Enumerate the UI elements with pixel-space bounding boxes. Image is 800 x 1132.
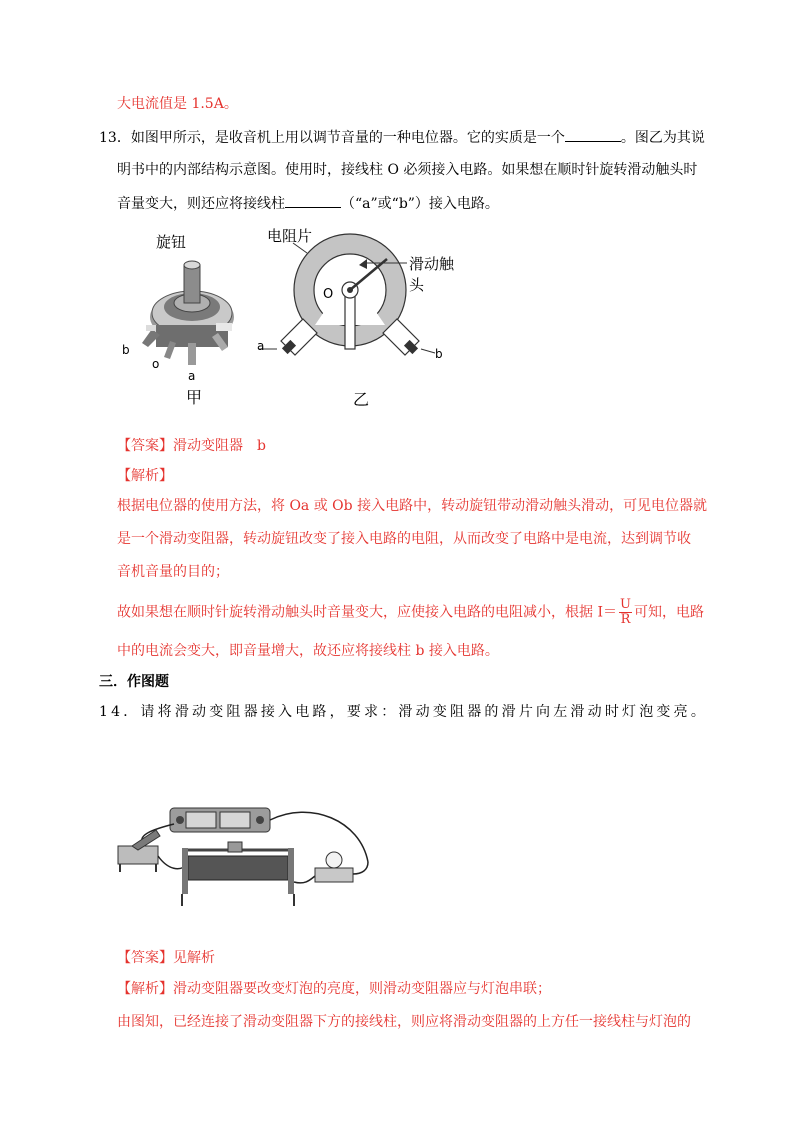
figure-yi-caption: 乙 bbox=[353, 390, 370, 409]
q13-analysis-p1-l2: 是一个滑动变阻器，转动旋钮改变了接入电路的电阻，从而改变了电路中是电流，达到调节收 bbox=[117, 531, 691, 547]
q13-line3 bbox=[117, 193, 499, 214]
q13-blank-2 bbox=[285, 193, 341, 208]
figure-jia bbox=[112, 225, 252, 415]
q13-answer-tag: 【答案】 bbox=[117, 438, 173, 454]
ohms-law-fraction bbox=[619, 598, 632, 627]
slider-label: 滑动触头 bbox=[409, 255, 455, 294]
q14-analysis-l1 bbox=[117, 979, 551, 999]
q14-number: 14． bbox=[99, 704, 141, 720]
figure-jia-caption: 甲 bbox=[186, 388, 203, 407]
terminal-b-label-yi: b bbox=[435, 347, 443, 361]
q13-line1-b: 。图乙为其说 bbox=[620, 130, 705, 146]
center-o-label: O bbox=[323, 287, 334, 302]
q14-text: 请将滑动变阻器接入电路，要求：滑动变阻器的滑片向左滑动时灯泡变亮。 bbox=[140, 704, 709, 720]
q14-analysis-tag: 【解析】 bbox=[117, 981, 173, 997]
terminal-o-label-jia: o bbox=[152, 357, 160, 371]
q14-answer bbox=[117, 948, 215, 968]
q13-line2: 明书中的内部结构示意图。使用时，接线柱 O 必须接入电路。如果想在顺时针旋转滑动触头时 bbox=[117, 162, 698, 178]
terminal-a-label-jia: a bbox=[188, 369, 196, 383]
resistor-label: 电阻片 bbox=[267, 227, 313, 245]
continuation-text: 大电流值是 1.5A。 bbox=[117, 96, 238, 112]
q13-line3-a: 音量变大，则还应将接线柱 bbox=[117, 196, 285, 212]
terminal-b-label-jia: b bbox=[122, 343, 130, 357]
potentiometer-photo bbox=[112, 225, 252, 415]
q13-analysis-tag: 【解析】 bbox=[117, 468, 173, 484]
fraction-numerator: U bbox=[619, 597, 631, 612]
q14-answer-text: 见解析 bbox=[173, 950, 215, 966]
knob-label: 旋钮 bbox=[156, 233, 187, 251]
fraction-denominator: R bbox=[620, 612, 631, 627]
terminal-a-label-yi: a bbox=[257, 339, 265, 353]
q13-analysis-p2-b: 可知，电路 bbox=[633, 604, 704, 621]
q14-analysis-l2: 由图知，已经连接了滑动变阻器下方的接线柱，则应将滑动变阻器的上方任一接线柱与灯泡的 bbox=[117, 1014, 691, 1030]
q14-analysis-l1-text: 滑动变阻器要改变灯泡的亮度，则滑动变阻器应与灯泡串联； bbox=[173, 981, 551, 997]
q13-analysis-p2-l2: 中的电流会变大，即音量增大，故还应将接线柱 b 接入电路。 bbox=[117, 643, 499, 659]
q13-line1 bbox=[99, 127, 705, 148]
q14-line bbox=[99, 702, 708, 722]
q13-analysis-p2-a: 故如果想在顺时针旋转滑动触头时音量变大，应使接入电路的电阻减小，根据 I＝ bbox=[117, 604, 617, 621]
q13-number: 13． bbox=[99, 130, 131, 146]
q14-answer-tag: 【答案】 bbox=[117, 950, 173, 966]
q13-analysis-p2-l1 bbox=[117, 598, 704, 627]
q13-answer-text: 滑动变阻器 b bbox=[173, 438, 266, 454]
section-heading: 三．作图题 bbox=[99, 674, 169, 690]
q13-answer bbox=[117, 436, 266, 456]
circuit-illustration bbox=[110, 790, 380, 910]
circuit-photo bbox=[110, 790, 380, 910]
q13-analysis-p1-l1: 根据电位器的使用方法，将 Oa 或 Ob 接入电路中，转动旋钮带动滑动触头滑动，可见电位器就 bbox=[117, 498, 708, 514]
q13-line3-b: （“a”或“b”）接入电路。 bbox=[341, 196, 499, 212]
q13-blank-1 bbox=[565, 127, 621, 142]
q13-line1-a: 如图甲所示，是收音机上用以调节音量的一种电位器。它的实质是一个 bbox=[130, 130, 565, 146]
figure-yi bbox=[255, 225, 455, 415]
q13-analysis-p1-l3: 音机音量的目的； bbox=[117, 564, 229, 580]
